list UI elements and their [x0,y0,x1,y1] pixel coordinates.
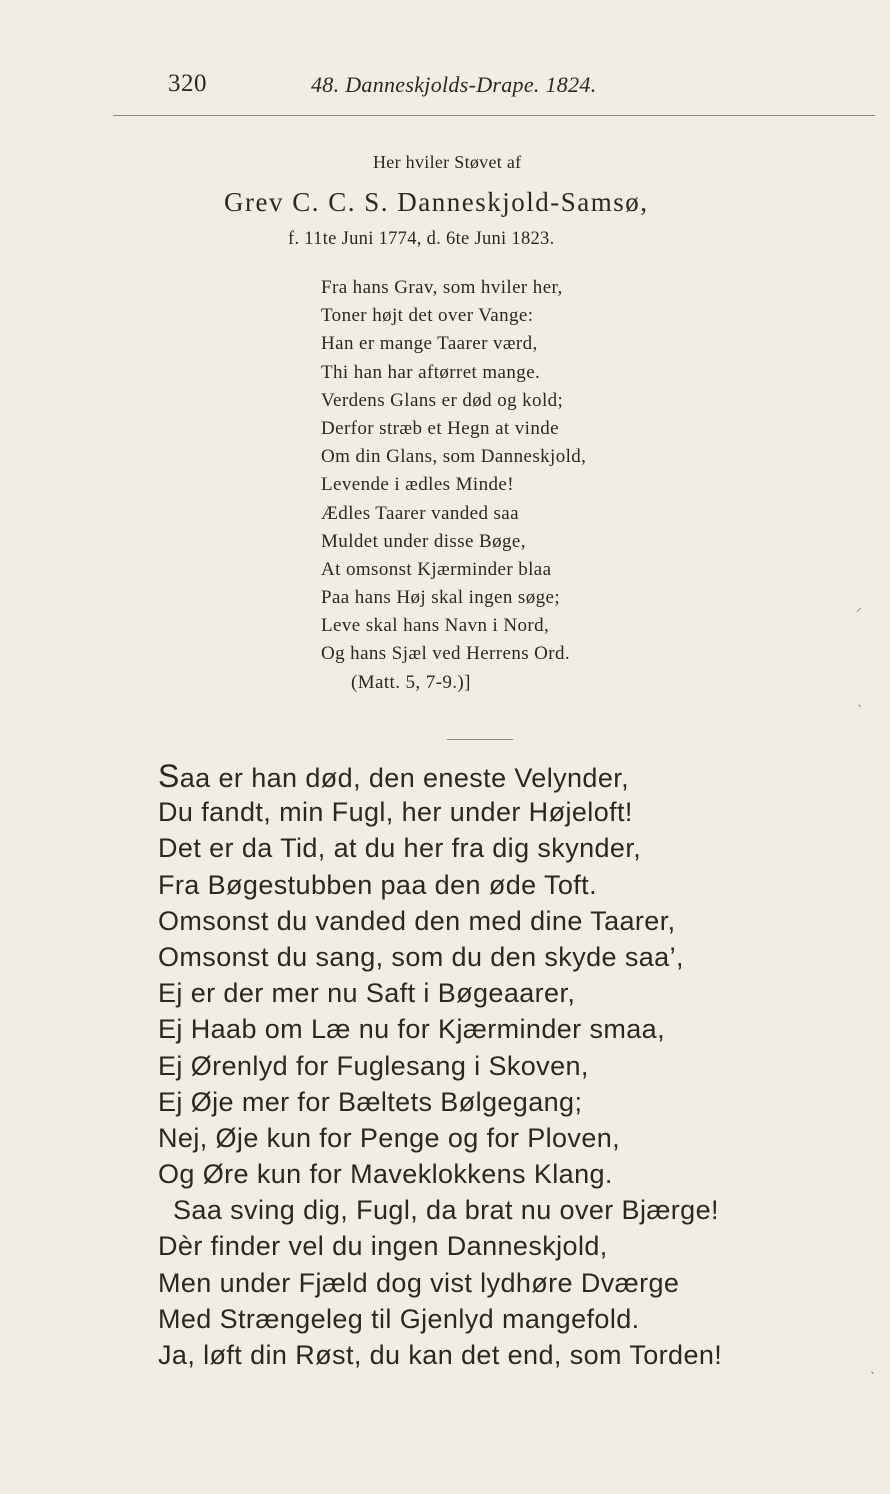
poem-line: Ej Ørenlyd for Fuglesang i Skoven, [158,1050,589,1081]
page-number: 320 [168,70,207,97]
poem-line: Det er da Tid, at du her fra dig skynder, [158,833,642,864]
main-poem [158,758,722,1373]
epitaph-verse-line: Toner højt det over Vange: [321,305,534,327]
running-title: 48. Danneskjolds-Drape. 1824. [311,72,597,97]
poem-line: Men under Fjæld dog vist lydhøre Dværge [158,1267,680,1298]
epitaph-name: Grev C. C. S. Danneskjold-Samsø, [224,187,649,217]
header-rule [113,115,875,116]
epitaph-verse-line: Og hans Sjæl ved Herrens Ord. [321,643,571,665]
epitaph-verse-line: Paa hans Høj skal ingen søge; [321,587,561,609]
poem-line: Og Øre kun for Maveklokkens Klang. [158,1159,613,1190]
epitaph-reference: (Matt. 5, 7-9.)] [351,671,471,693]
poem-line: Omsonst du vanded den med dine Taarer, [158,905,676,936]
epitaph-verse-line: Muldet under disse Bøge, [321,530,526,552]
poem-line: Dèr finder vel du ingen Danneskjold, [158,1231,608,1262]
epitaph-verse-line: Han er mange Taarer værd, [321,333,538,355]
epitaph-verse-line: Levende i ædles Minde! [321,474,514,496]
poem-line: Omsonst du sang, som du den skyde saa’, [158,941,684,972]
epitaph-intro: Her hviler Støvet af [373,152,522,172]
poem-line: Ej Øje mer for Bæltets Bølgegang; [158,1086,583,1117]
poem-line: Ej Haab om Læ nu for Kjærminder smaa, [158,1014,665,1045]
epitaph-verse-line: Fra hans Grav, som hviler her, [321,277,563,298]
epitaph-verse-line: Thi han har aftørret mange. [321,361,541,383]
section-divider [447,739,513,740]
epitaph-verse-line: Ædles Taarer vanded saa [321,502,519,524]
margin-mark-icon: ˎ [857,693,863,707]
epitaph-verse [321,274,586,697]
poem-line: Saa er han død, den eneste Velynder, [158,758,630,794]
epitaph-verse-line: Om din Glans, som Danneskjold, [321,446,587,468]
epitaph-verse-line: Derfor stræb et Hegn at vinde [321,417,559,439]
epitaph-verse-line: Leve skal hans Navn i Nord, [321,615,550,637]
epitaph-dates: f. 11te Juni 1774, d. 6te Juni 1823. [288,229,555,249]
epitaph-verse-line: At omsonst Kjærminder blaa [321,558,552,580]
poem-line: Ja, løft din Røst, du kan det end, som Torden! [158,1340,723,1370]
poem-line: Saa sving dig, Fugl, da brat nu over Bjærge! [173,1195,719,1226]
poem-line: Fra Bøgestubben paa den øde Toft. [158,869,597,900]
margin-mark-icon: ˎ [870,1360,876,1374]
page-header [0,70,890,110]
poem-line: Med Strængeleg til Gjenlyd mangefold. [158,1303,640,1334]
poem-line: Du fandt, min Fugl, her under Højeloft! [158,797,633,828]
epitaph-verse-line: Verdens Glans er død og kold; [321,389,564,411]
margin-mark-icon: ⸝ [856,600,863,614]
poem-line: Ej er der mer nu Saft i Bøgeaarer, [158,978,576,1009]
poem-line: Nej, Øje kun for Penge og for Ploven, [158,1122,621,1153]
